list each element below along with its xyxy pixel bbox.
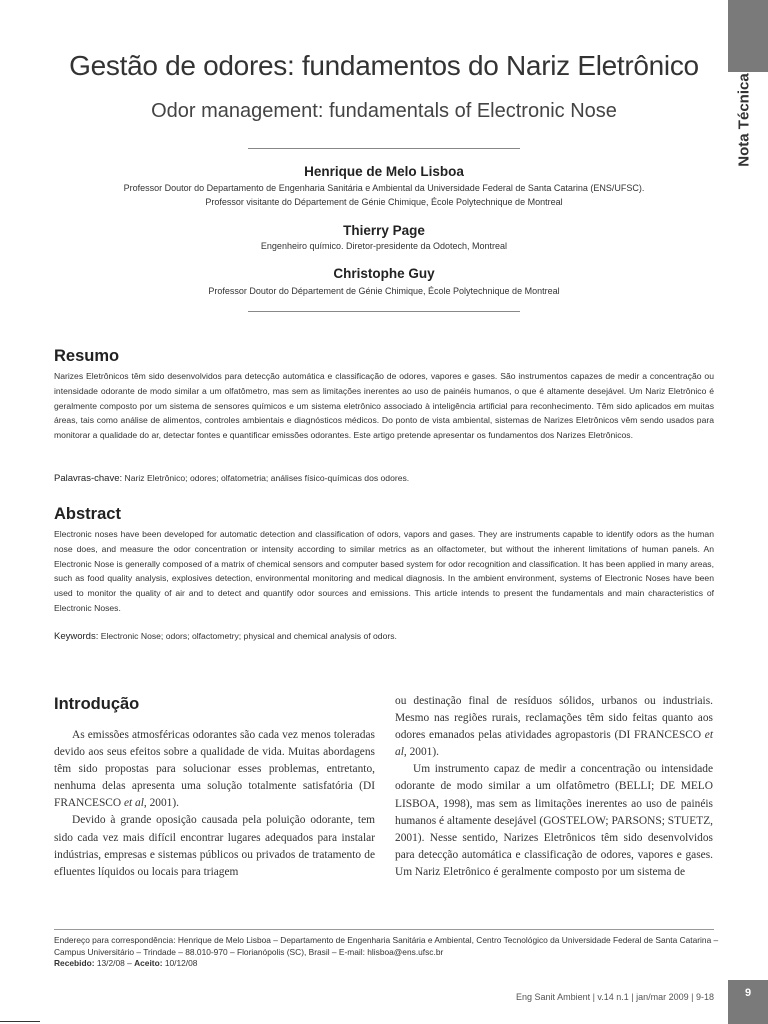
article-title: Gestão de odores: fundamentos do Nariz Eletrônico xyxy=(69,50,699,81)
author-affiliation: Professor visitante do Département de Génie Chimique, École Polytechnique de Montreal xyxy=(205,197,563,207)
intro-paragraph: Devido à grande oposição causada pela poluição odorante, tem sido cada vez mais difícil encontrar lugares adequados para instalar indústrias, empresas e sistemas públicos ou privados de tratamento de efluentes líquidos ou locais para triagem xyxy=(54,814,375,878)
correspondence-text: Henrique de Melo Lisboa – Departamento de Engenharia Sanitária e Ambiental, Centro Tecnológico da Universidade Federal de Santa Catarina – Campus Universitário – Trindade – 88.010-970 – Florianópolis (SC), Brasil – E-mail: hlisboa@ens.ufsc.br xyxy=(54,935,719,957)
abstract-keywords xyxy=(54,631,714,642)
bottom-rule xyxy=(0,1021,40,1022)
author-name: Christophe Guy xyxy=(333,266,435,281)
resumo-heading: Resumo xyxy=(54,347,120,365)
author-affiliation: Professor Doutor do Département de Génie Chimique, École Polytechnique de Montreal xyxy=(208,286,560,296)
journal-citation: Eng Sanit Ambient | v.14 n.1 | jan/mar 2009 | 9-18 xyxy=(516,992,714,1002)
abstract-text: Electronic noses have been developed for automatic detection and classification of odors, vapors and gases. They are instruments capable to identify odors as the human nose does, and measure the odor concentration or intensity according to similar metrics as an olfactometer, but without the inherent limitations of human panels. An Electronic Nose is generally composed of a matrix of chemical sensors and computer based system for odor recognition and classification. It has been applied in many areas, such as food quality analysis, explosives detection, environmental monitoring and medical diagnosis. In the ambient environment, systems of Electronic Noses have been used to monitor the quality of air and to detect and quantify odor sources and emissions. This article intends to present the fundamentals and main characteristics of Electronic Noses. xyxy=(54,529,714,613)
footer-divider xyxy=(54,929,714,930)
intro-paragraph: Um instrumento capaz de medir a concentração ou intensidade odorante de modo similar a um olfatômetro (BELLI; DE MELO LISBOA, 1998), mas sem as limitações inerentes ao uso de painéis humanos é altamente desejável (GOSTELOW; PARSONS; STUETZ, 2001). Nesse sentido, Narizes Eletrônicos têm sido desenvolvidos para detecção automática e classificação de odores, vapores e gases. Um Nariz Eletrônico é geralmente composto por um sistema de xyxy=(395,763,713,878)
resumo-keywords xyxy=(54,473,714,484)
intro-right-column xyxy=(395,693,713,881)
accepted-date: 10/12/08 xyxy=(164,958,198,968)
abstract-heading: Abstract xyxy=(54,505,121,523)
section-type-label: Nota Técnica xyxy=(735,73,753,167)
author-name: Henrique de Melo Lisboa xyxy=(304,164,464,179)
intro-heading: Introdução xyxy=(54,695,140,713)
author-name: Thierry Page xyxy=(343,223,425,238)
correspondence-label: Endereço para correspondência: xyxy=(54,935,176,945)
keywords-label: Palavras-chave: xyxy=(54,473,123,484)
received-label: Recebido: xyxy=(54,958,95,968)
intro-paragraph: As emissões atmosféricas odorantes são cada vez menos toleradas devido aos seus efeitos sobre a qualidade de vida. Muitas abordagens têm sido propostas para solucionar esses problemas, entretanto, nenhuma delas apresenta uma solução totalmente satisfatória (DI FRANCESCO et al, 2001). xyxy=(54,729,375,810)
page-number: 9 xyxy=(728,980,768,1024)
authors-divider xyxy=(248,311,520,312)
author-affiliation: Professor Doutor do Departamento de Engenharia Sanitária e Ambiental da Universidade Federal de Santa Catarina (ENS/UFSC). xyxy=(123,183,645,193)
resumo-text: Narizes Eletrônicos têm sido desenvolvidos para detecção automática e classificação de odores, vapores e gases. São instrumentos capazes de medir a concentração ou intensidade odorante de modo similar a um olfatômetro, mas sem as limitações inerentes ao uso de painéis humanos, o que é altamente desejável. Um Nariz Eletrônico é geralmente composto por um sistema de sensores químicos e um sistema eletrônico associado à inteligência artificial para reconhecimento. Têm sido aplicados em muitas áreas, tais como análise de alimentos, controles ambientais e diagnósticos médicos. Do ponto de vista ambiental, sistemas de Narizes Eletrônicos vêm sendo usados para monitorar a qualidade do ar, detectar fontes e quantificar emissões odorantes. Este artigo pretende apresentar os fundamentos dos Narizes Eletrônicos. xyxy=(54,371,714,441)
accepted-label: Aceito: xyxy=(134,958,163,968)
intro-paragraph: ou destinação final de resíduos sólidos, urbanos ou industriais. Mesmo nas regiões rurais, reclamações têm sido feitas quanto aos odores emanados pelas atividades agropastoris (DI FRANCESCO et al, 2001). xyxy=(395,695,713,759)
intro-left-column xyxy=(54,727,375,881)
keywords-text: Nariz Eletrônico; odores; olfatometria; análises físico-químicas dos odores. xyxy=(124,473,410,483)
keywords-text: Electronic Nose; odors; olfactometry; physical and chemical analysis of odors. xyxy=(100,631,397,641)
received-date: 13/2/08 xyxy=(96,958,125,968)
article-subtitle: Odor management: fundamentals of Electronic Nose xyxy=(151,100,617,122)
correspondence-block: Endereço para correspondência: Henrique de Melo Lisboa – Departamento de Engenharia Sanitária e Ambiental, Centro Tecnológico da Universidade Federal de Santa Catarina – Campus Universitário – Trindade – 88.010-970 – Florianópolis (SC), Brasil – E-mail: hlisboa@ens.ufsc.br Recebido: 13/2/08 – Aceito: 10/12/08 xyxy=(54,935,719,968)
title-divider xyxy=(248,148,520,149)
keywords-label: Keywords: xyxy=(54,631,99,642)
author-affiliation: Engenheiro químico. Diretor-presidente da Odotech, Montreal xyxy=(260,241,508,251)
